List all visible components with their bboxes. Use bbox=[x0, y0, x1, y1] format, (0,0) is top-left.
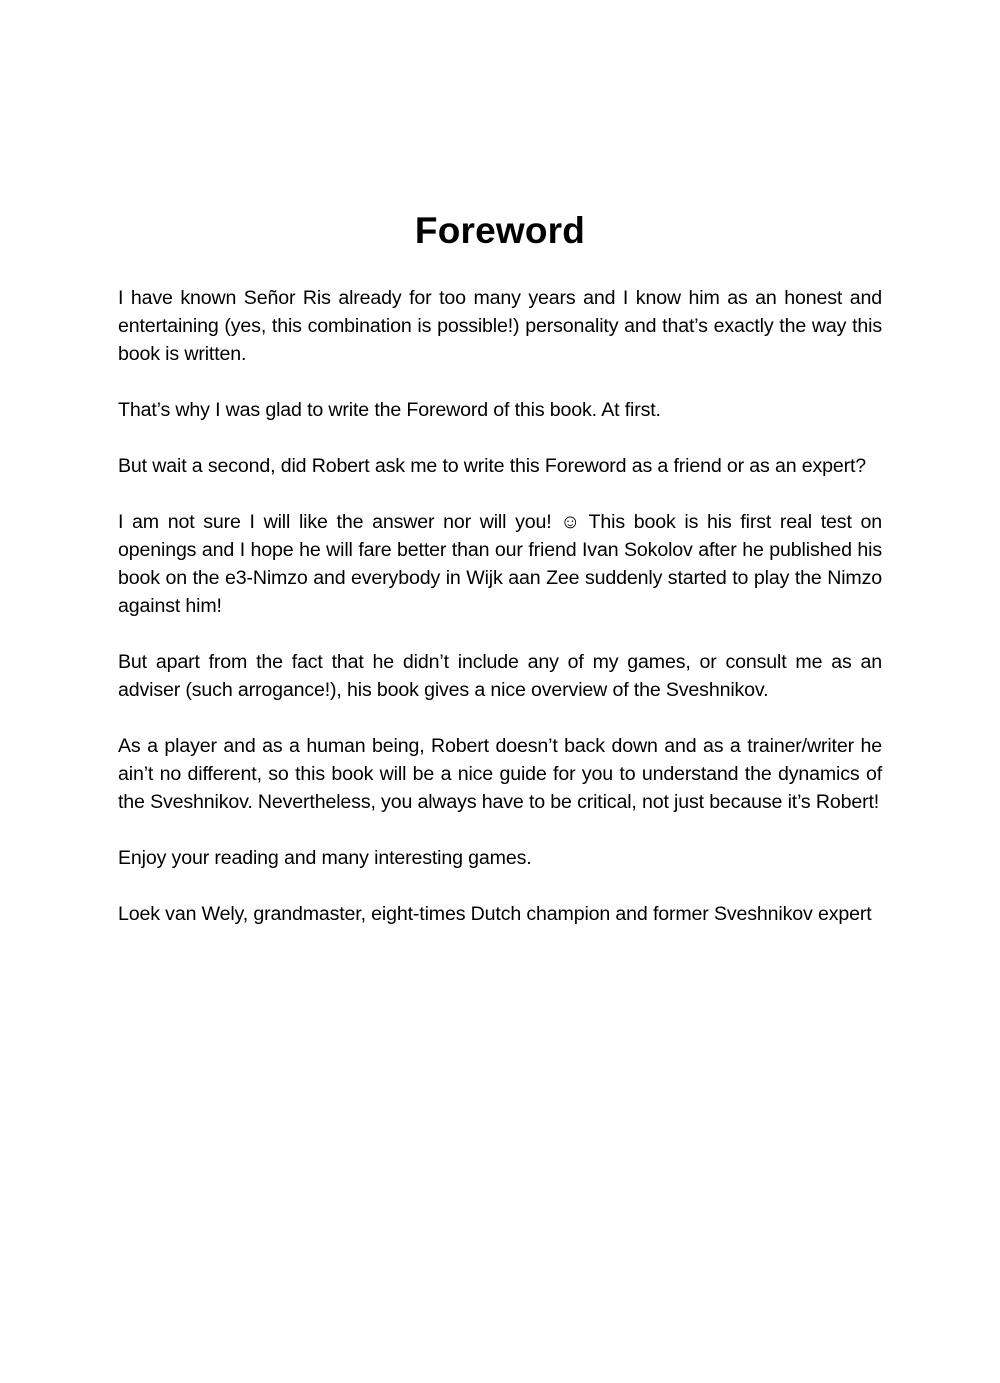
paragraph-question: But wait a second, did Robert ask me to write this Foreword as a friend or as an expert? bbox=[118, 455, 867, 477]
paragraph-signature: Loek van Wely, grandmaster, eight-times Dutch champion and former Sveshnikov expert bbox=[118, 903, 872, 925]
page-title: Foreword bbox=[414, 209, 586, 251]
foreword-body bbox=[118, 284, 882, 956]
paragraph-answer: I am not sure I will like the answer nor will you! ☺ This book is his first real test on openings and I hope he will fare better than our friend Ivan Sokolov after he published his book on the e3-Nimzo and everybody in Wijk aan Zee suddenly started to play the Nimzo against him! bbox=[118, 511, 882, 617]
paragraph-overview: But apart from the fact that he didn’t include any of my games, or consult me as an adviser (such arrogance!), his book gives a nice overview of the Sveshnikov. bbox=[118, 651, 882, 701]
paragraph-intro: I have known Señor Ris already for too many years and I know him as an honest and entertaining (yes, this combination is possible!) personality and that’s exactly the way this book is written. bbox=[118, 287, 882, 365]
paragraph-enjoy: Enjoy your reading and many interesting games. bbox=[118, 847, 532, 869]
paragraph-glad: That’s why I was glad to write the Foreword of this book. At first. bbox=[118, 399, 661, 421]
paragraph-player: As a player and as a human being, Robert doesn’t back down and as a trainer/writer he ain’t no different, so this book will be a nice guide for you to understand the dynamics of the Sveshnikov. Nevertheless, you always have to be critical, not just because it’s Robert! bbox=[118, 735, 882, 813]
